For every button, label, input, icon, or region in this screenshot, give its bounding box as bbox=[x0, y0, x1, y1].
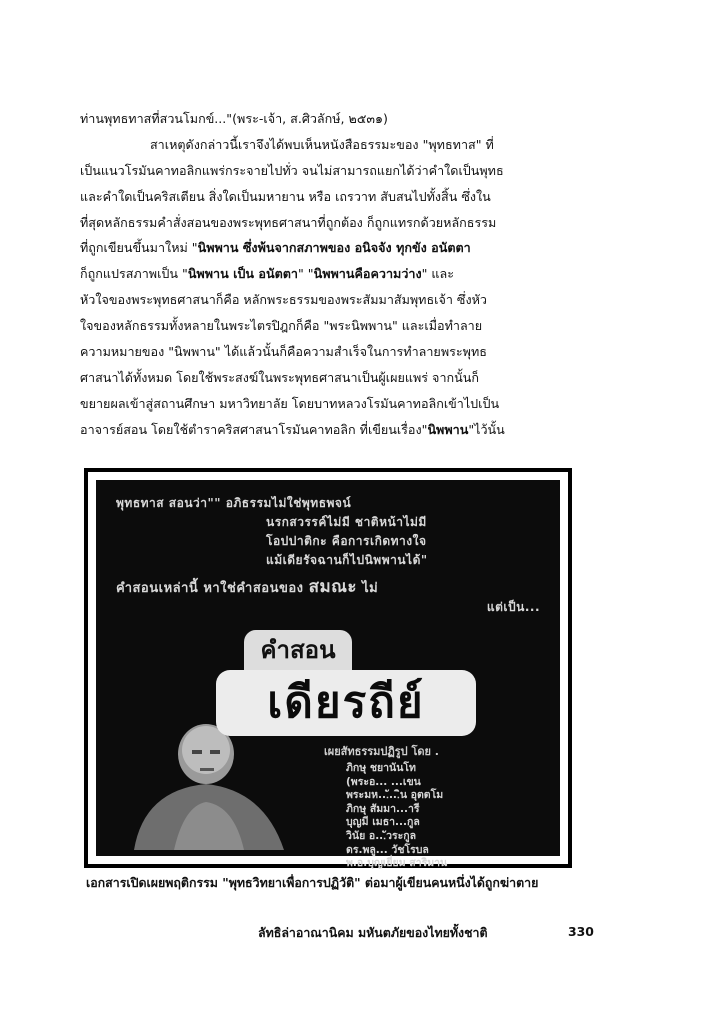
text-line: ที่สุดหลักธรรมคำสั่งสอนของพระพุทธศาสนาที่ถูกต้อง ก็ถูกแทรกด้วยหลักธรรม bbox=[80, 214, 497, 230]
text-line: ศาสนาได้ทั้งหมด โดยใช้พระสงฆ์ในพระพุทธศาสนาเป็นผู้เผยแพร่ จากนั้นก็ bbox=[80, 369, 479, 385]
author-name: ภิกษุ ชยานันโท bbox=[346, 762, 416, 774]
author-name: (พระอ... ...เขน bbox=[346, 775, 421, 788]
page-number: 330 bbox=[568, 924, 594, 939]
text-span: "ไว้นั้น bbox=[468, 421, 505, 437]
book-cover-image bbox=[84, 468, 572, 868]
text-span: " " bbox=[298, 266, 314, 282]
text-line: ท่านพุทธทาสที่สวนโมกข์..."(พระ-เจ้า, ส.ศิวลักษ์, ๒๕๓๑) bbox=[80, 111, 388, 126]
cover-text: นรกสวรรค์ไม่มี ชาติหน้าไม่มี bbox=[266, 515, 427, 529]
text-line: ความหมายของ "นิพพาน" ได้แล้วนั้นก็คือความสำเร็จในการทำลายพระพุทธ bbox=[80, 344, 487, 360]
cover-title-small: คำสอน bbox=[244, 630, 352, 670]
running-footer: ลัทธิล่าอาณานิคม มหันตภัยของไทยทั้งชาติ bbox=[258, 925, 488, 940]
text-line bbox=[80, 235, 600, 261]
bold-text: นิพพาน bbox=[427, 421, 469, 437]
cover-text: โอปปาติกะ คือการเกิดทางใจ bbox=[266, 534, 427, 548]
cover-subtitle: เผยสัทธรรมปฏิรูป โดย . bbox=[324, 745, 439, 758]
cover-text-span: คำสอนเหล่านี้ หาใช่คำสอนของ bbox=[116, 581, 309, 596]
book-cover bbox=[96, 480, 560, 870]
text-line: และคำใดเป็นคริสเตียน สิ่งใดเป็นมหายาน หรือ เถรวาท สับสนไปทั้งสิ้น ซึ่งใน bbox=[80, 188, 491, 204]
text-span: " และ bbox=[421, 266, 455, 282]
cover-text-span: ไม่ bbox=[357, 581, 379, 596]
text-line bbox=[80, 417, 600, 443]
bold-text: นิพพาน เป็น อนัตตา bbox=[187, 266, 298, 282]
author-name: พระมห...ั...ิน อุตตโม bbox=[346, 789, 444, 802]
body-paragraph bbox=[80, 106, 600, 443]
figure-caption: เอกสารเปิดเผยพฤติกรรม "พุทธวิทยาเพื่อการปฏิวัติ" ต่อมาผู้เขียนคนหนึ่งได้ถูกฆ่าตาย bbox=[86, 875, 539, 890]
bold-text: นิพพาน ซึ่งพ้นจากสภาพของ อนิจจัง ทุกขัง อนัตตา bbox=[197, 240, 471, 256]
author-name: ดร.พลู... วัชโรบล bbox=[346, 843, 429, 856]
text-line: สาเหตุดังกล่าวนี้เราจึงได้พบเห็นหนังสือธรรมะของ "พุทธทาส" ที่ bbox=[150, 136, 494, 152]
cover-text: พุทธทาส สอนว่า"" อภิธรรมไม่ใช่พุทธพจน์ bbox=[116, 496, 352, 510]
cover-title: เดียรถีย์ bbox=[216, 670, 476, 736]
author-name: พ.อ.บุญเยี่ยม สาริมาน bbox=[346, 857, 448, 870]
author-list bbox=[346, 762, 447, 871]
author-name: บุญมี เมธา...กูล bbox=[346, 816, 420, 829]
text-line bbox=[80, 261, 600, 287]
text-line: ใจของหลักธรรมทั้งหลายในพระไตรปิฎกก็คือ "พระนิพพาน" และเมื่อทำลาย bbox=[80, 318, 483, 334]
text-line: หัวใจของพระพุทธศาสนาก็คือ หลักพระธรรมของพระสัมมาสัมพุทธเจ้า ซึ่งหัว bbox=[80, 292, 488, 308]
cover-emphasis: สมณะ bbox=[308, 577, 358, 597]
cover-text: แต่เป็น... bbox=[486, 600, 540, 614]
text-span: ที่ถูกเขียนขึ้นมาใหม่ " bbox=[80, 240, 198, 256]
text-line: เป็นแนวโรมันคาทอลิกแพร่กระจายไปทั่ว จนไม่สามารถแยกได้ว่าคำใดเป็นพุทธ bbox=[80, 162, 504, 178]
cover-text bbox=[116, 578, 544, 598]
text-line: ขยายผลเข้าสู่สถานศึกษา มหาวิทยาลัย โดยบาทหลวงโรมันคาทอลิกเข้าไปเป็น bbox=[80, 395, 500, 411]
cover-text: แม้เดียรัจฉานก็ไปนิพพานได้" bbox=[266, 553, 428, 567]
text-span: ก็ถูกแปรสภาพเป็น " bbox=[80, 266, 188, 282]
author-name: วินัย อ...ัวระกูล bbox=[346, 829, 417, 842]
bold-text: นิพพานคือความว่าง bbox=[313, 266, 422, 282]
author-name: ภิกษุ สัมมา...ารี bbox=[346, 802, 420, 815]
text-span: อาจารย์สอน โดยใช้ตำราคริสศาสนาโรมันคาทอลิก ที่เขียนเรื่อง" bbox=[80, 421, 428, 437]
